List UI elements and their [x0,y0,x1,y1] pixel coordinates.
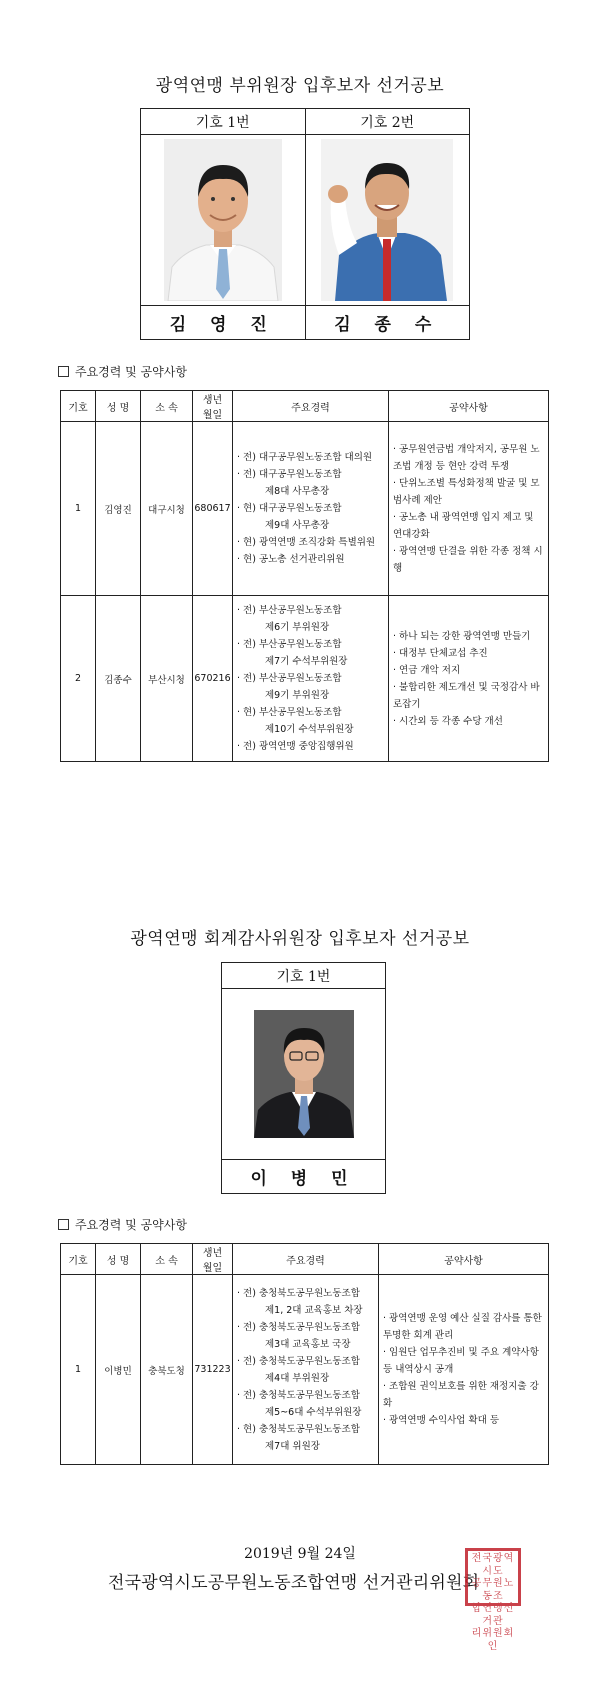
list-item: · 공노총 내 광역연맹 입지 제고 및 연대강화 [393,511,534,540]
list-item: · 전) 부산공무원노동조합 [237,673,342,684]
checkbox-icon [58,366,69,377]
list-item: 제9대 사무총장 [265,520,330,531]
career-cell [233,1275,379,1465]
list-item: · 현) 대구공무원노동조합 [237,503,342,514]
list-item: · 하나 되는 강한 광역연맹 만들기 [393,630,531,642]
list-item: · 현) 공노총 선거관리위원 [237,554,345,565]
list-item: · 광역연맹 단결을 위한 각종 정책 시행 [393,545,543,574]
list-item: · 대정부 단체교섭 추진 [393,647,488,659]
list-item: · 광역연맹 수익사업 확대 등 [383,1415,500,1426]
table-row: 2 김종수 부산시청 670216 · 전) 부산공무원노동조합 제6기 부위원장 · 전) 부산공무원노동조합 제7기 수석부위원장 · 전) 부산공무원노동조합 제9기 부위원장 · 현) 부산공무원노동조합 제10기 수석부위원장 · 전) 광역연맹 중앙집행위원 · 하나 되는 강한 광역연맹 만들기 · 대정부 단체교섭 추진 · 연금 개악 저지 · 불합리한 제도개선 및 국정감사 바로잡기 · 시간외 등 각종 수당 개선 [61,596,549,762]
subheading: 주요경력 및 공약사항 [58,1216,187,1233]
candidate-number: 기호 2번 [305,109,470,135]
info-table-2 [60,1243,549,1465]
list-item: 제10기 수석부위원장 [265,724,354,735]
career-cell [233,596,389,762]
list-item: 제7대 위원장 [265,1440,320,1452]
list-item: · 임원단 업무추진비 및 주요 계약사항 등 내역상시 공개 [383,1347,539,1375]
list-item: 제8대 사무총장 [265,486,330,497]
candidate-cards-1 [140,108,470,340]
issuer-name: 전국광역시도공무원노동조합연맹 선거관리위원회 [108,1573,480,1593]
table-row: 1 김영진 대구시청 680617 · 전) 대구공무원노동조합 대의원 · 전) 대구공무원노동조합 제8대 사무총장 · 현) 대구공무원노동조합 제9대 사무총장 · 현) 광역연맹 조직강화 특별위원 · 현) 공노총 선거관리위원 · 공무원연금법 개악저지, 공무원 노조법 개정 등 현안 강력 투쟁 · 단위노조별 특성화정책 발굴 및 모범사례 제안 · 공노총 내 광역연맹 입지 제고 및 연대강화 · 광역연맹 단결을 위한 각종 정책 시행 [61,422,549,596]
candidate-name: 김 영 진 [141,306,306,340]
list-item: · 전) 대구공무원노동조합 [237,469,342,480]
table-header-row: 기호 성 명 소 속 생년 월일 주요경력 공약사항 [61,391,549,422]
list-item: 제4대 부위원장 [265,1372,330,1384]
list-item: · 전) 충청북도공무원노동조합 [237,1355,360,1367]
list-item: · 현) 부산공무원노동조합 [237,707,342,718]
list-item: · 시간외 등 각종 수당 개선 [393,715,503,727]
candidate-number: 기호 1번 [141,109,306,135]
section2-title: 광역연맹 회계감사위원장 입후보자 선거공보 [130,929,470,949]
list-item: · 전) 부산공무원노동조합 [237,639,342,650]
list-item: · 전) 광역연맹 중앙집행위원 [237,741,354,752]
list-item: · 연금 개악 저지 [393,664,461,676]
list-item: · 조합원 권익보호를 위한 재정지출 강화 [383,1381,539,1409]
list-item: 제7기 수석부위원장 [265,656,348,667]
list-item: · 불합리한 제도개선 및 국정감사 바로잡기 [393,681,540,710]
official-seal: 전국광역시도 공무원노동조 합연맹선거관 리위원회인 [465,1548,521,1606]
candidate-photo [254,1010,354,1138]
list-item: 제1, 2대 교육홍보 차장 [265,1304,363,1316]
info-table-1 [60,390,549,762]
candidate-name: 이 병 민 [222,1160,386,1194]
list-item: 제6기 부위원장 [265,622,330,633]
career-cell [233,422,389,596]
table-header-row: 기호 성 명 소 속 생년 월일 주요경력 공약사항 [61,1244,549,1275]
list-item: · 전) 충청북도공무원노동조합 [237,1389,360,1401]
subheading: 주요경력 및 공약사항 [58,363,187,380]
issue-date: 2019년 9월 24일 [244,1546,356,1562]
pledge-cell [379,1275,549,1465]
list-item: · 전) 충청북도공무원노동조합 [237,1321,360,1333]
list-item: 제9기 부위원장 [265,690,330,701]
candidate-cards-2 [221,962,386,1194]
checkbox-icon [58,1219,69,1230]
table-row: 1 이병민 충북도청 731223 · 전) 충청북도공무원노동조합 제1, 2대 교육홍보 차장 · 전) 충청북도공무원노동조합 제3대 교육홍보 국장 · 전) 충청북도공무원노동조합 제4대 부위원장 · 전) 충청북도공무원노동조합 제5~6대 수석부위원장 · 현) 충청북도공무원노동조합 제7대 위원장 · 광역연맹 운영 예산 실질 감사를 통한 투명한 회계 관리 · 임원단 업무추진비 및 주요 계약사항 등 내역상시 공개 · 조합원 권익보호를 위한 재정지출 강화 · 광역연맹 수익사업 확대 등 [61,1275,549,1465]
candidate-name: 김 종 수 [305,306,470,340]
list-item: · 전) 대구공무원노동조합 대의원 [237,452,373,463]
candidate-photo [164,139,282,301]
list-item: · 광역연맹 운영 예산 실질 감사를 통한 투명한 회계 관리 [383,1313,542,1341]
list-item: 제5~6대 수석부위원장 [265,1406,362,1418]
list-item: · 전) 부산공무원노동조합 [237,605,342,616]
list-item: 제3대 교육홍보 국장 [265,1338,351,1350]
list-item: · 현) 광역연맹 조직강화 특별위원 [237,537,376,548]
list-item: · 단위노조별 특성화정책 발굴 및 모범사례 제안 [393,477,540,506]
list-item: · 공무원연금법 개악저지, 공무원 노조법 개정 등 현안 강력 투쟁 [393,443,540,472]
list-item: · 전) 충청북도공무원노동조합 [237,1287,360,1299]
candidate-photo [321,139,453,301]
section1-title: 광역연맹 부위원장 입후보자 선거공보 [155,76,445,96]
candidate-number: 기호 1번 [222,963,386,989]
list-item: · 현) 충청북도공무원노동조합 [237,1423,360,1435]
pledge-cell [389,596,549,762]
pledge-cell [389,422,549,596]
